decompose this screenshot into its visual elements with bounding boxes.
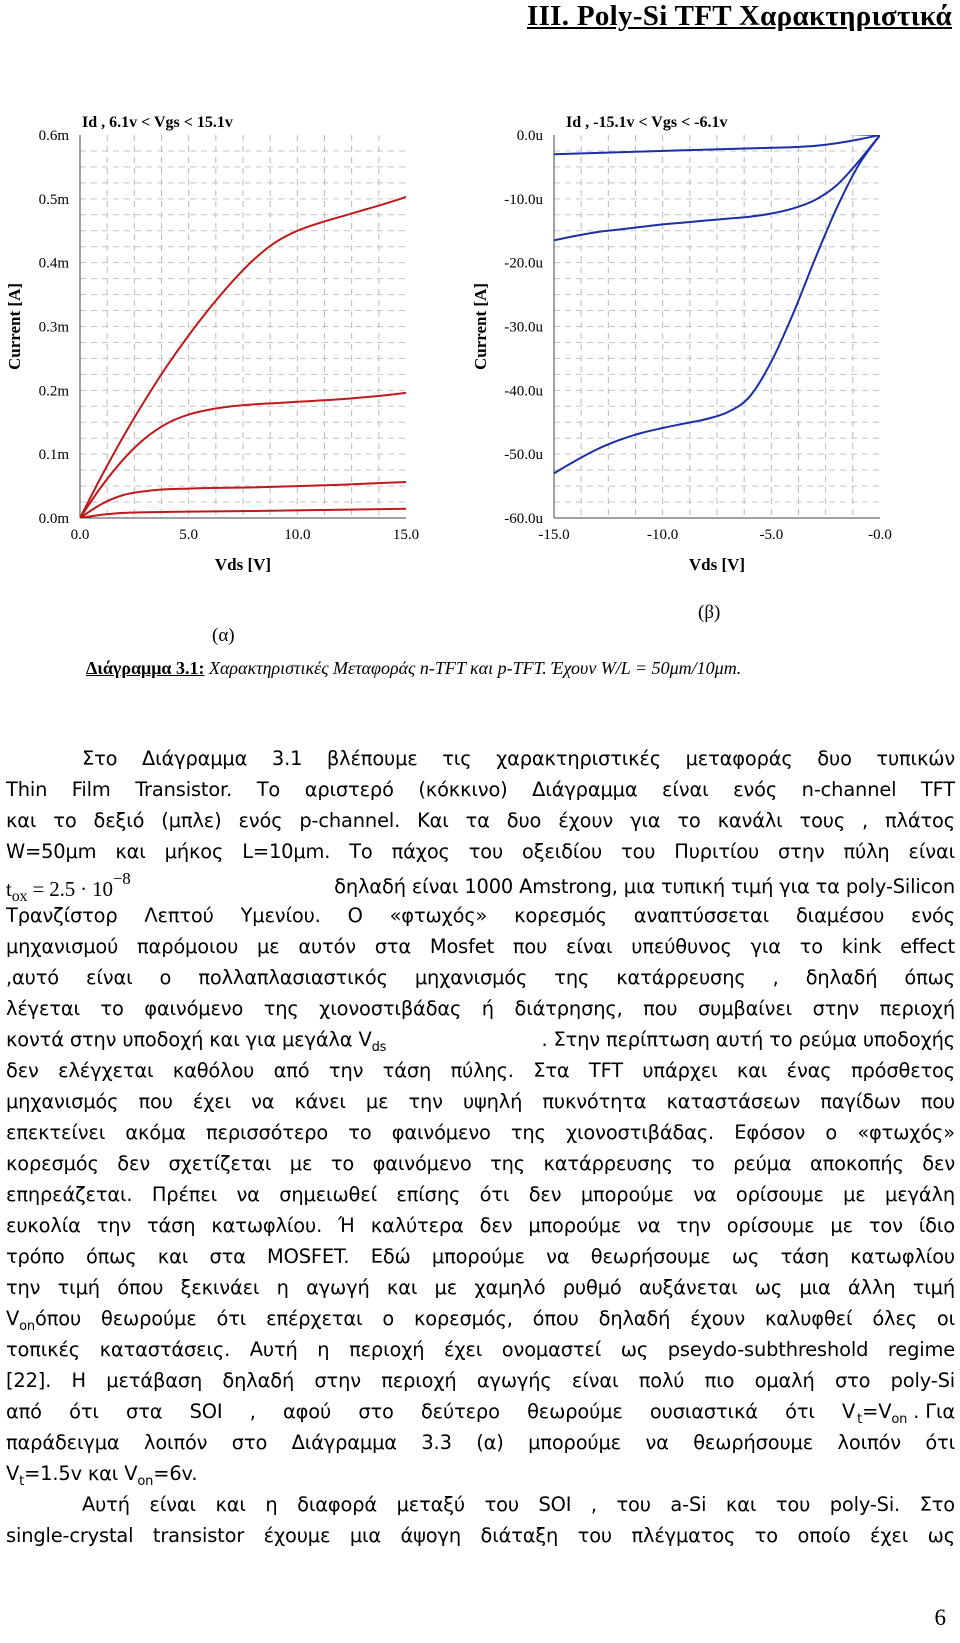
series-line-2 [80, 390, 428, 518]
text-fragment [6, 1024, 386, 1055]
text-line: την τιμή όπου ξεκινάει η αγωγή και με χαμηλό ρυθμό αυξάνεται ως μια άλλη τιμή [6, 1276, 955, 1299]
text-line: W=50μm και μήκος L=10μm. Το πάχος του οξειδίου του Πυριτίου στην πύλη είναι [6, 840, 955, 863]
text-line: Thin Film Transistor. Το αριστερό (κόκκινο) Διάγραμμα είναι ενός n-channel TFT [6, 778, 955, 801]
section-title: III. Poly-Si TFT Χαρακτηριστικά [527, 0, 952, 32]
chart-n-tft [0, 100, 440, 600]
subscript-ds: ds [371, 1039, 387, 1055]
y-tick-label: -60.0u [504, 511, 543, 527]
oxide-thickness-formula [6, 867, 131, 906]
subscript-t: t [19, 1473, 25, 1489]
x-axis-label: Vds [V] [688, 555, 746, 574]
text-line: ευκολία την τάση κατωφλίου. Ή καλύτερα δεν μπορούμε να την ορίσουμε με τον ίδιο [6, 1214, 955, 1237]
x-tick-label: -15.0 [538, 527, 570, 543]
y-tick-label: 0.6m [38, 128, 69, 144]
text-line: single-crystal transistor έχουμε μια άψογη διάταξη του πλέγματος το οποίο έχει ως [6, 1524, 955, 1547]
body-text [6, 743, 955, 1551]
x-axis-label: Vds [V] [214, 555, 272, 574]
series-line-4 [80, 508, 428, 518]
text-line: ,αυτό είναι ο πολλαπλασιαστικός μηχανισμός της κατάρρευσης , δηλαδή όπως [6, 966, 955, 989]
text-line: κορεσμός δεν σχετίζεται με το φαινόμενο της κατάρρευσης το ρεύμα αποκοπής δεν [6, 1152, 955, 1175]
text-fragment [857, 1396, 955, 1427]
text-line [6, 1396, 955, 1427]
y-axis-label: Current [A] [471, 282, 490, 371]
text-line-formula [6, 867, 955, 906]
series-line-1 [80, 189, 428, 518]
grid [554, 135, 880, 518]
x-tick-label: -5.0 [759, 527, 784, 543]
formula-sub: ox [11, 888, 28, 906]
text-line: Αυτή είναι και η διαφορά μεταξύ του SOI , του a-Si και του poly-Si. Στο [82, 1493, 955, 1516]
text-line: παράδειγμα λοιπόν στο Διάγραμμα 3.3 (α) μπορούμε να θεωρήσουμε λοιπόν ότι [6, 1431, 955, 1454]
y-tick-label: 0.5m [38, 191, 69, 208]
x-tick-label: 15.0 [392, 527, 420, 543]
text-line: τοπικές καταστάσεις. Αυτή η περιοχή έχει ονομαστεί ως pseydo-subthreshold regime [6, 1338, 955, 1361]
y-axis-label: Current [A] [5, 282, 24, 371]
x-tick-label: 5.0 [179, 527, 199, 543]
text-line: [22]. Η μετάβαση δηλαδή στην περιοχή αγωγής είναι πολύ πιο ομαλή στο poly-Si [6, 1369, 955, 1392]
text-fragment [6, 1303, 35, 1334]
text-fragment-a: κοντά στην υποδοχή και για μεγάλα V [6, 1028, 372, 1051]
text-line: και το δεξιό (μπλε) ενός p-channel. Και τα δυο έχουν για το κανάλι τους , πλάτος [6, 809, 955, 832]
subscript-on: on [891, 1411, 908, 1427]
text-fragment-b: =1.5v και V [24, 1462, 138, 1485]
text-line: τρόπο όπως και στα MOSFET. Εδώ μπορούμε να θεωρήσουμε ως τάση κατωφλίου [6, 1245, 955, 1268]
panel-a-label: (α) [212, 625, 235, 646]
y-tick-label: 0.4m [38, 255, 69, 272]
formula-t: t [6, 877, 12, 901]
caption-label: Διάγραμμα 3.1: [86, 658, 205, 678]
x-tick-label: 10.0 [284, 527, 311, 543]
subscript-on: on [19, 1318, 36, 1334]
text-fragment-a: V [6, 1462, 20, 1485]
text-line [6, 1303, 955, 1334]
caption-text: Χαρακτηριστικές Μεταφοράς n-TFT και p-TFT. Έχουν W/L = 50μm/10μm. [204, 658, 742, 678]
x-tick-label: 0.0 [70, 527, 90, 543]
text-line: μηχανισμού παρόμοιου με αυτόν στα Mosfet που είναι υπεύθυνος για το kink effect [6, 935, 955, 958]
text-fragment-c: =6v. [153, 1462, 198, 1485]
text-fragment-b: όπου θεωρούμε ότι επέρχεται ο κορεσμός, όπου δηλαδή έχουν καλυφθεί όλες οι [35, 1307, 955, 1330]
text-line: Τρανζίστορ Λεπτού Υμενίου. Ο «φτωχός» κορεσμός αναπτύσσεται διαμέσου ενός [6, 904, 955, 927]
y-tick-label: 0.0u [516, 128, 543, 144]
chart-p-tft [470, 100, 960, 600]
chart-title: Id , 6.1v < Vgs < 15.1v [82, 114, 233, 131]
text-line [6, 1458, 955, 1489]
subscript-on: on [137, 1473, 154, 1489]
text-fragment-a: από ότι στα SOI , αφού στο δεύτερο θεωρούμε ουσιαστικά ότι V [6, 1400, 856, 1423]
text-line: επεκτείνει ακόμα περισσότερο το φαινόμενο της χιονοστιβάδας. Εφόσον ο «φτωχός» [6, 1121, 955, 1144]
y-tick-label: 0.3m [38, 319, 69, 336]
subscript-t: t [857, 1411, 863, 1427]
x-tick-label: -0.0 [868, 527, 892, 543]
page-number: 6 [934, 1605, 946, 1630]
chart-title: Id , -15.1v < Vgs < -6.1v [566, 114, 728, 131]
text-line: Στο Διάγραμμα 3.1 βλέπουμε τις χαρακτηριστικές μεταφοράς δυο τυπικών [82, 747, 955, 770]
text-line: μηχανισμός που έχει να κάνει με την υψηλή πυκνότητα καταστάσεων παγίδων που [6, 1090, 955, 1113]
formula-sup: −8 [112, 869, 131, 888]
text-line: δεν ελέγχεται καθόλου από την τάση πύλης. Στα TFT υπάρχει και ένας πρόσθετος [6, 1059, 955, 1082]
grid [80, 135, 406, 518]
y-tick-label: 0.1m [38, 447, 69, 464]
text-line [6, 1024, 955, 1055]
formula-eq: = 2.5 · 10 [27, 877, 113, 901]
text-fragment-b: =V [862, 1400, 892, 1423]
figure-caption [86, 658, 741, 679]
y-tick-label: 0.2m [38, 383, 69, 400]
y-tick-label: 0.0m [38, 511, 69, 527]
y-tick-label: -40.0u [504, 383, 543, 400]
y-tick-label: -20.0u [504, 255, 543, 272]
series-line-4 [554, 133, 880, 135]
text-line: επηρεάζεται. Πρέπει να σημειωθεί επίσης ότι δεν μπορούμε να ορίσουμε με μεγάλη [6, 1183, 955, 1206]
y-tick-label: -30.0u [504, 319, 543, 336]
text-fragment-b: . Στην περίπτωση αυτή το ρεύμα υποδοχής [541, 1028, 955, 1051]
panel-b-label: (β) [698, 602, 721, 623]
y-tick-label: -10.0u [504, 191, 543, 208]
series-group [80, 189, 428, 518]
text-fragment-a: V [6, 1307, 20, 1330]
text-line: λέγεται το φαινόμενο της χιονοστιβάδας ή διάτρησης, που συμβαίνει στην περιοχή [6, 997, 955, 1020]
text-line-rest: δηλαδή είναι 1000 Amstrong, μια τυπική τιμή για τα poly-Silicon [334, 875, 955, 898]
x-tick-label: -10.0 [647, 527, 679, 543]
text-fragment-c: . Για [907, 1400, 955, 1423]
y-tick-label: -50.0u [504, 447, 543, 464]
